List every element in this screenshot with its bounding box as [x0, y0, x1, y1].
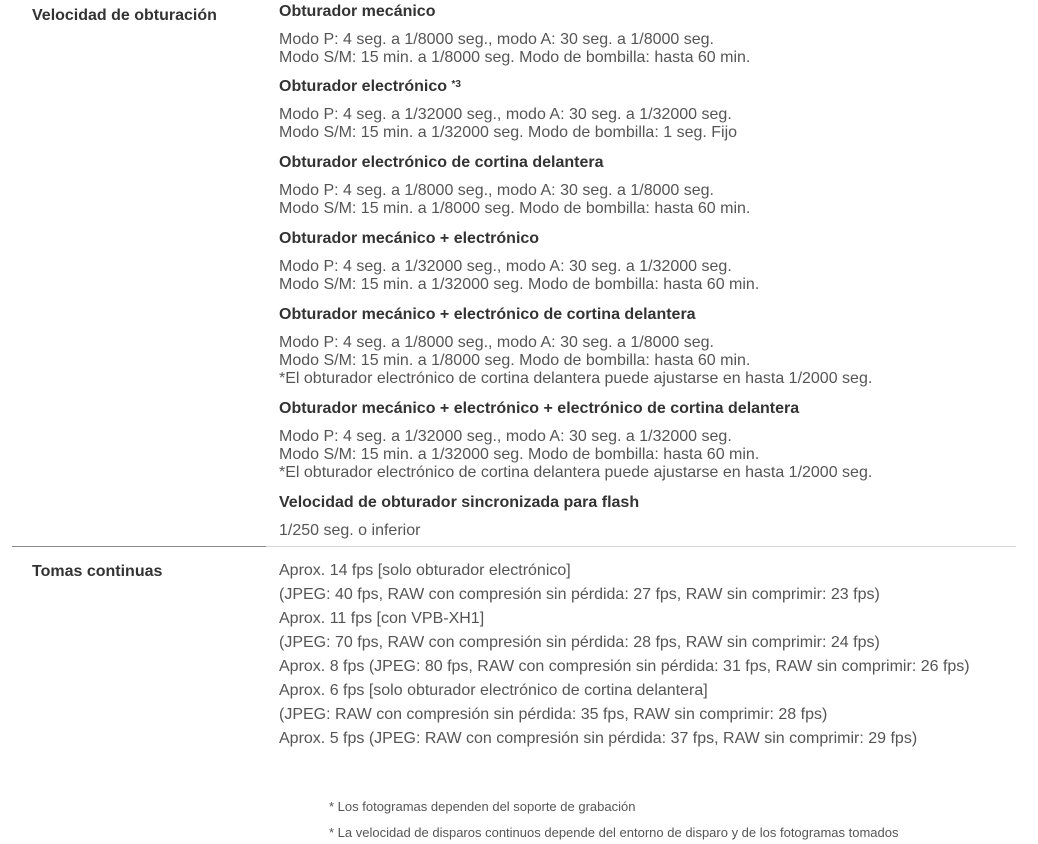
spec-line: Modo P: 4 seg. a 1/8000 seg., modo A: 30 seg. a 1/8000 seg.	[279, 334, 714, 351]
spec-line: (JPEG: RAW con compresión sin pérdida: 35 fps, RAW sin comprimir: 28 fps)	[279, 706, 828, 723]
spec-line: 1/250 seg. o inferior	[279, 522, 421, 539]
spec-section-flash-sync	[279, 493, 1019, 540]
spec-line: Aprox. 5 fps (JPEG: RAW con compresión sin pérdida: 37 fps, RAW sin comprimir: 29 fps)	[279, 730, 918, 747]
section-heading: Obturador mecánico	[279, 3, 436, 20]
section-heading: Obturador electrónico de cortina delantera	[279, 154, 604, 171]
spec-line: Modo P: 4 seg. a 1/32000 seg., modo A: 30 seg. a 1/32000 seg.	[279, 428, 732, 445]
spec-line: Modo P: 4 seg. a 1/32000 seg., modo A: 30 seg. a 1/32000 seg.	[279, 106, 732, 123]
spec-line: Modo S/M: 15 min. a 1/8000 seg. Modo de bombilla: hasta 60 min.	[279, 352, 751, 369]
footnote-marker: *3	[451, 79, 461, 90]
row-divider-label-segment	[12, 546, 266, 547]
spec-section-electronic	[279, 77, 1019, 142]
section-heading: Velocidad de obturador sincronizada para flash	[279, 494, 640, 511]
spec-line: Modo S/M: 15 min. a 1/8000 seg. Modo de bombilla: hasta 60 min.	[279, 49, 751, 66]
section-heading: Obturador mecánico + electrónico + electrónico de cortina delantera	[279, 400, 800, 417]
spec-line: Modo P: 4 seg. a 1/8000 seg., modo A: 30 seg. a 1/8000 seg.	[279, 182, 714, 199]
spec-line: (JPEG: 40 fps, RAW con compresión sin pérdida: 27 fps, RAW sin comprimir: 23 fps)	[279, 586, 880, 603]
spec-line: Aprox. 6 fps [solo obturador electrónico de cortina delantera]	[279, 682, 708, 699]
section-heading	[279, 77, 1019, 97]
spec-line: (JPEG: 70 fps, RAW con compresión sin pérdida: 28 fps, RAW sin comprimir: 24 fps)	[279, 634, 880, 651]
section-heading: Obturador mecánico + electrónico	[279, 230, 540, 247]
spec-section-mech-elec-efc	[279, 399, 1019, 482]
footnote-burst-speed: * La velocidad de disparos continuos depende del entorno de disparo y de los fotogramas tomados	[329, 825, 899, 840]
footnote-media: * Los fotogramas dependen del soporte de grabación	[329, 799, 636, 814]
section-heading: Obturador mecánico + electrónico de cortina delantera	[279, 306, 696, 323]
spec-line: Aprox. 11 fps [con VPB-XH1]	[279, 610, 485, 627]
shutter-speed-label: Velocidad de obturación	[32, 7, 217, 24]
section-lines	[279, 106, 1019, 142]
spec-line: Modo S/M: 15 min. a 1/32000 seg. Modo de bombilla: hasta 60 min.	[279, 276, 760, 293]
section-lines	[279, 428, 1019, 482]
spec-line: Modo P: 4 seg. a 1/32000 seg., modo A: 30 seg. a 1/32000 seg.	[279, 258, 732, 275]
spec-line: Modo S/M: 15 min. a 1/8000 seg. Modo de bombilla: hasta 60 min.	[279, 200, 751, 217]
continuous-shooting-label: Tomas continuas	[32, 563, 163, 580]
spec-section-mechanical	[279, 2, 1019, 67]
section-lines	[279, 334, 1019, 388]
spec-line: Modo S/M: 15 min. a 1/32000 seg. Modo de bombilla: 1 seg. Fijo	[279, 124, 738, 141]
spec-line: Modo P: 4 seg. a 1/8000 seg., modo A: 30 seg. a 1/8000 seg.	[279, 31, 714, 48]
section-lines	[279, 31, 1019, 67]
section-lines	[279, 522, 1019, 540]
spec-line: Modo S/M: 15 min. a 1/32000 seg. Modo de bombilla: hasta 60 min.	[279, 446, 760, 463]
spec-line: *El obturador electrónico de cortina delantera puede ajustarse en hasta 1/2000 seg.	[279, 370, 873, 387]
section-lines	[279, 182, 1019, 218]
spec-section-mech-efc	[279, 305, 1019, 388]
spec-line: *El obturador electrónico de cortina delantera puede ajustarse en hasta 1/2000 seg.	[279, 464, 873, 481]
continuous-shooting-values	[279, 559, 1009, 751]
spec-section-mech-electronic	[279, 229, 1019, 294]
section-lines	[279, 258, 1019, 294]
section-heading-text: Obturador electrónico	[279, 78, 448, 95]
spec-line: Aprox. 8 fps (JPEG: 80 fps, RAW con compresión sin pérdida: 31 fps, RAW sin comprimir: 26 fps)	[279, 658, 970, 675]
spec-section-efc	[279, 153, 1019, 218]
spec-line: Aprox. 14 fps [solo obturador electrónico]	[279, 562, 571, 579]
